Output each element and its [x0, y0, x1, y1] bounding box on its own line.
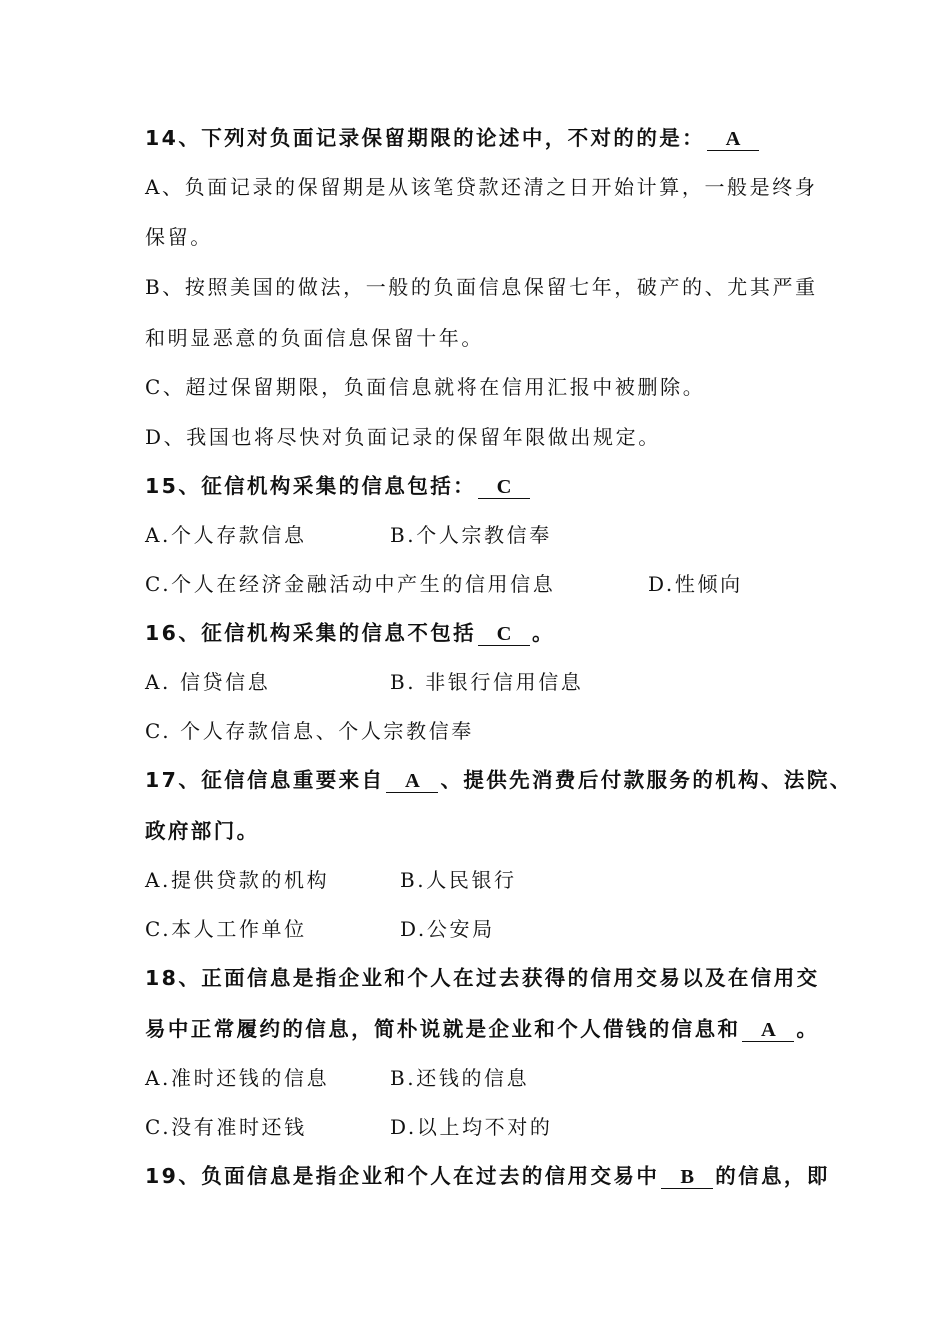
question-14-option-c: C、超过保留期限，负面信息就将在信用汇报中被删除。	[145, 375, 706, 399]
question-14-answer: A	[707, 128, 759, 151]
question-18-option-b: B.还钱的信息	[390, 1066, 530, 1090]
question-14-stem: 14、下列对负面记录保留期限的论述中，不对的的是：	[145, 126, 706, 150]
question-17-option-c: C.本人工作单位	[145, 917, 307, 941]
question-18-line-1: 18、正面信息是指企业和个人在过去获得的信用交易以及在信用交	[145, 966, 820, 990]
question-15	[145, 473, 532, 499]
question-19-tail: 的信息，即	[715, 1164, 830, 1188]
question-18-answer: A	[742, 1019, 794, 1042]
question-15-stem: 15、征信机构采集的信息包括：	[145, 474, 477, 498]
question-19-stem: 19、负面信息是指企业和个人在过去的信用交易中	[145, 1164, 660, 1188]
question-18-option-a: A.准时还钱的信息	[145, 1066, 330, 1090]
question-18-option-d: D.以上均不对的	[390, 1115, 553, 1139]
question-15-answer: C	[478, 476, 530, 499]
question-16	[145, 620, 555, 646]
question-16-option-a: A. 信贷信息	[145, 670, 271, 694]
question-15-option-b: B.个人宗教信奉	[390, 523, 552, 547]
question-15-option-a: A.个人存款信息	[145, 523, 307, 547]
question-17-option-b: B.人民银行	[400, 868, 517, 892]
question-19-answer: B	[661, 1166, 713, 1189]
question-14	[145, 125, 761, 151]
question-17-tail-1: 、提供先消费后付款服务的机构、法院、	[440, 768, 853, 792]
question-16-option-c: C. 个人存款信息、个人宗教信奉	[145, 719, 474, 743]
question-18-stem: 易中正常履约的信息，简朴说就是企业和个人借钱的信息和	[145, 1017, 741, 1041]
question-14-option-b-line-1: B、按照美国的做法，一般的负面信息保留七年，破产的、尤其严重	[145, 275, 818, 299]
question-17-option-a: A.提供贷款的机构	[145, 868, 330, 892]
question-14-option-a-line-2: 保留。	[145, 225, 213, 249]
question-17-answer: A	[386, 770, 438, 793]
question-15-option-d: D.性倾向	[648, 572, 743, 596]
question-17-stem: 17、征信信息重要来自	[145, 768, 385, 792]
question-15-option-c: C.个人在经济金融活动中产生的信用信息	[145, 572, 556, 596]
question-14-option-b-line-2: 和明显恶意的负面信息保留十年。	[145, 326, 484, 350]
question-16-stem: 16、征信机构采集的信息不包括	[145, 621, 477, 645]
question-14-option-a-line-1: A、负面记录的保留期是从该笔贷款还清之日开始计算，一般是终身	[145, 175, 818, 199]
question-19	[145, 1163, 830, 1189]
question-17-option-d: D.公安局	[400, 917, 495, 941]
question-16-tail: 。	[532, 621, 555, 645]
question-17	[145, 767, 853, 793]
question-14-option-d: D、我国也将尽快对负面记录的保留年限做出规定。	[145, 425, 661, 449]
question-18	[145, 1016, 819, 1042]
question-17-line-2: 政府部门。	[145, 819, 260, 843]
question-18-option-c: C.没有准时还钱	[145, 1115, 307, 1139]
question-16-option-b: B. 非银行信用信息	[390, 670, 584, 694]
question-16-answer: C	[478, 623, 530, 646]
question-18-tail: 。	[796, 1017, 820, 1041]
